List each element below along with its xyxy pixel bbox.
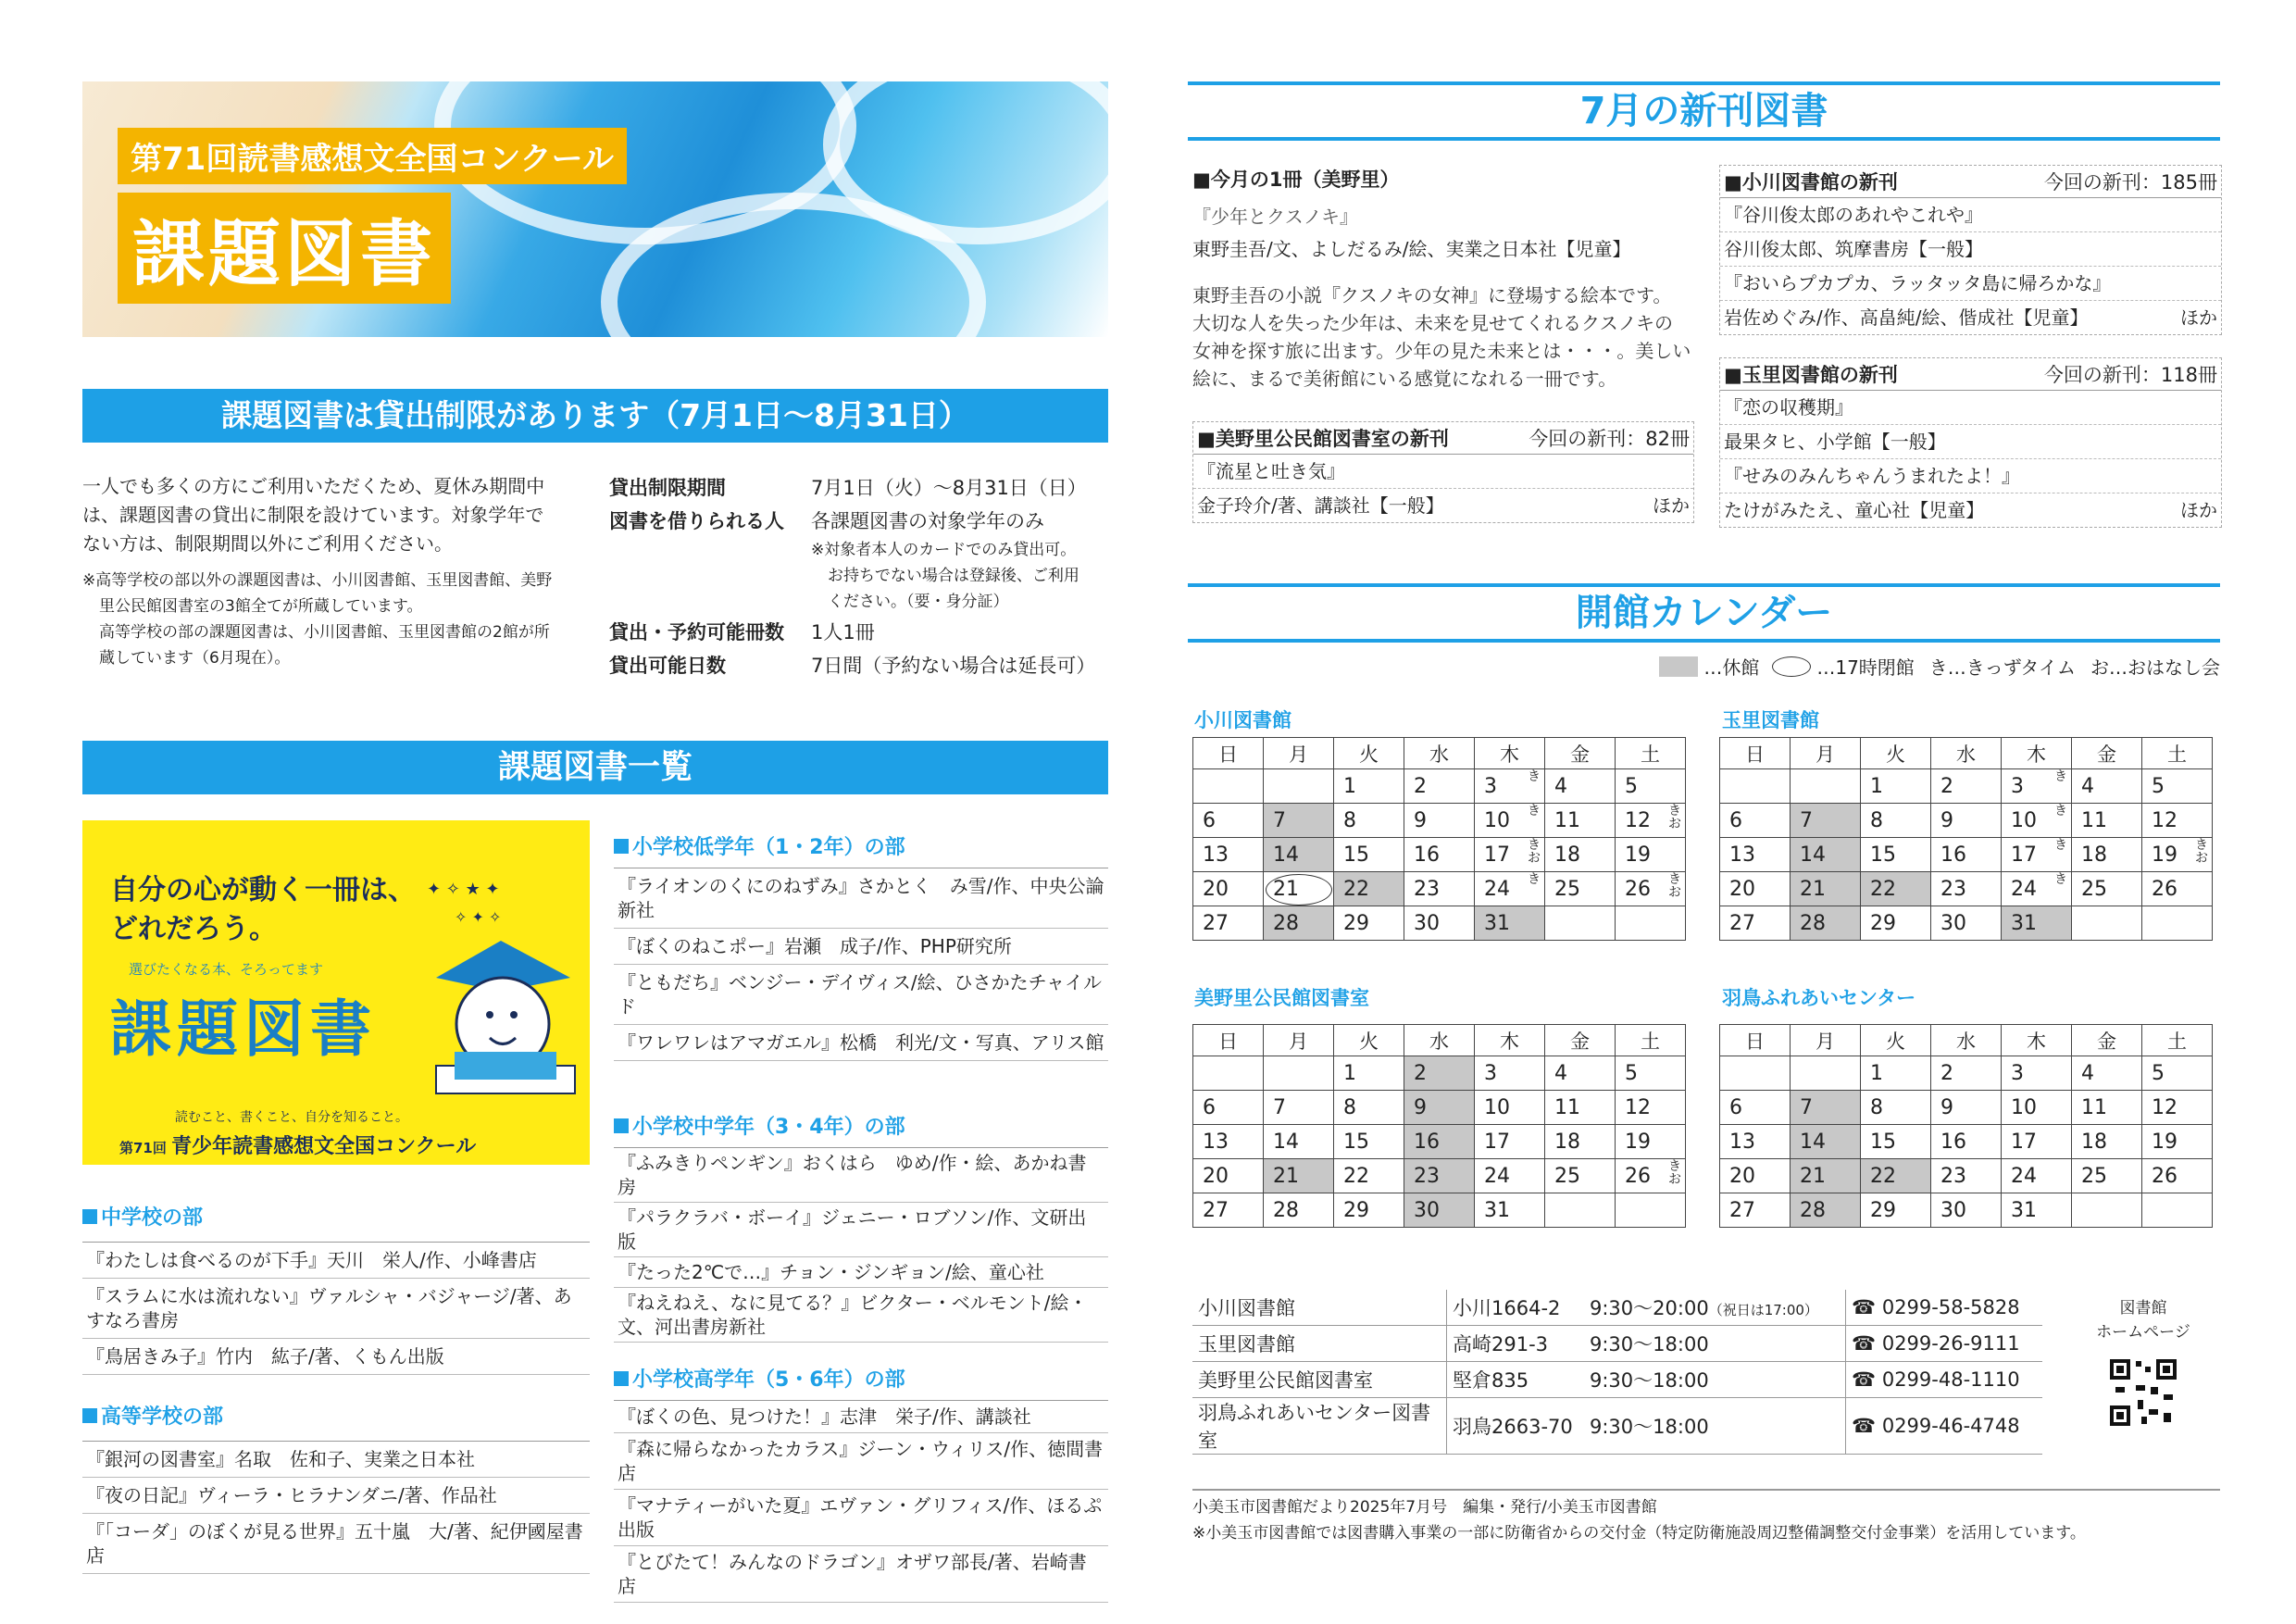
section-heading-text: 中学校の部	[101, 1206, 204, 1230]
desc-line: 東野圭吾の小説『クスノキの女神』に登場する絵本です。	[1192, 284, 1672, 306]
rule-key: 貸出・予約可能冊数	[609, 621, 784, 643]
rule-value: 7月1日（火）～8月31日（日）	[811, 477, 1087, 499]
qr-label: ホームページ	[2096, 1323, 2190, 1342]
square-icon	[82, 1209, 97, 1224]
info-name: 小川図書館	[1192, 1290, 1447, 1326]
rule-value: 7日間（予約ない場合は延長可）	[811, 655, 1096, 677]
calendar-legend	[1657, 653, 2220, 680]
qr-label: 図書館	[2119, 1299, 2167, 1318]
banner-title: 課題図書	[118, 193, 451, 304]
poster-contest-text: 青少年読書感想文全国コンクール	[171, 1135, 477, 1158]
junior-high-section	[82, 1202, 590, 1375]
note-line: ※対象者本人のカードでのみ貸出可。	[811, 541, 1077, 559]
section-heading-text: 小学校高学年（5・6年）の部	[632, 1368, 905, 1392]
legend-text: き…きっずタイム	[1928, 656, 2076, 679]
legend-text: …17時閉館	[1816, 656, 1915, 679]
book-item: 『ぼくのねこポー』岩瀬 成子/作、PHP研究所	[614, 929, 1108, 965]
section-heading	[614, 1111, 1108, 1140]
new-book-row: 『おいらプカプカ、ラッタッタ島に帰ろかな』	[1720, 267, 2221, 301]
closed-swatch	[1659, 656, 1698, 677]
info-addr: 高崎291-3	[1447, 1326, 1585, 1362]
info-hours: 9:30～18:00	[1584, 1398, 1846, 1455]
limit-bar: 課題図書は貸出制限があります（7月1日～8月31日）	[82, 389, 1108, 443]
section-heading-text: 小学校低学年（1・2年）の部	[632, 836, 905, 859]
box-head	[1720, 358, 2221, 391]
square-icon	[614, 839, 629, 854]
square-icon	[614, 1371, 629, 1386]
intro-note	[82, 568, 601, 671]
note-line: 高等学校の部の課題図書は、小川図書館、玉里図書館の2館が所	[99, 623, 550, 642]
intro-line: は、課題図書の貸出に制限を設けています。対象学年で	[82, 504, 544, 526]
calendar-hatori: 日 月 火 水 木 金 土 1 2 3 4 5 6 7 8 9 10 11 12 13 14 15 16 17 18 19 20 21 22 23 24 25 26 27 28 29 30 31	[1719, 1024, 2213, 1228]
book-item: 『たった2℃で…』チョン・ジンギョン/絵、童心社	[614, 1257, 1108, 1288]
pick-author: 東野圭吾/文、よしだるみ/絵、実業之日本社【児童】	[1192, 238, 1631, 260]
svg-text:✦ ✧ ★ ✦: ✦ ✧ ★ ✦	[427, 880, 500, 899]
note-line: 蔵しています（6月現在）。	[99, 649, 291, 668]
new-book-author: 金子玲介/著、講談社【一般】	[1197, 494, 1444, 517]
book-item: 『「コーダ」のぼくが見る世界』五十嵐 大/著、紀伊國屋書店	[82, 1514, 590, 1574]
desc-line: 女神を探す旅に出ます。少年の見た未来とは・・・。美しい	[1192, 340, 1691, 362]
info-name: 美野里公民館図書室	[1192, 1362, 1447, 1398]
info-addr: 小川1664-2	[1447, 1290, 1585, 1326]
calendar-minori: 日 月 火 水 木 金 土 1 2 3 4 5 6 7 8 9 10 11 12 13 14 15 16 17 18 19 20 21 22 23 24 25 26 き お 27 28 29 30 31	[1192, 1024, 1686, 1228]
box-title: ■玉里図書館の新刊	[1724, 364, 1898, 386]
elem-mid-section	[614, 1111, 1108, 1343]
info-tel: ☎ 0299-26-9111	[1846, 1326, 2043, 1362]
pick-of-month	[1192, 165, 1692, 393]
section-heading	[82, 1202, 590, 1230]
rules-note	[609, 537, 1109, 615]
poster-sub: 選びたくなる本、そろってます	[129, 961, 324, 978]
new-book-row	[1193, 489, 1693, 522]
hoka-label: ほか	[1653, 494, 1690, 517]
desc-line: 大切な人を失った少年は、未来を見せてくれるクスノキの	[1192, 312, 1673, 334]
box-count: 今回の新刊：118冊	[2043, 364, 2217, 386]
reading-character-illustration	[418, 876, 584, 1098]
new-book-author: 岩佐めぐみ/作、高畠純/絵、偕成社【児童】	[1724, 306, 2089, 329]
info-name: 玉里図書館	[1192, 1326, 1447, 1362]
contest-tag: 第71回読書感想文全国コンクール	[118, 128, 627, 184]
note-line: ください。（要・身分証）	[828, 593, 1009, 611]
poster-title: 課題図書	[110, 993, 377, 1065]
poster-line: 自分の心が動く一冊は、	[110, 874, 416, 906]
calendar-name: 玉里図書館	[1722, 709, 1819, 731]
rule-value: 1人1冊	[811, 621, 875, 643]
info-tel: ☎ 0299-58-5828	[1846, 1290, 2043, 1326]
rules-table	[609, 470, 1109, 681]
note-line: 里公民館図書室の3館全てが所蔵しています。	[99, 597, 423, 616]
rule-key: 図書を借りられる人	[609, 510, 784, 532]
new-book-row: 『流星と吐き気』	[1193, 455, 1693, 489]
section-heading	[614, 1364, 1108, 1393]
book-item: 『わたしは食べるのが下手』天川 栄人/作、小峰書店	[82, 1243, 590, 1279]
new-book-row: 『谷川俊太郎のあれやこれや』	[1720, 198, 2221, 232]
rule-key: 貸出可能日数	[609, 655, 726, 677]
poster-contest: 第71回 青少年読書感想文全国コンクール	[119, 1135, 477, 1158]
pick-heading: ■今月の1冊（美野里）	[1192, 169, 1400, 191]
new-book-row	[1720, 493, 2221, 527]
info-hours: 9:30～18:00	[1584, 1362, 1846, 1398]
box-count: 今回の新刊：82冊	[1529, 428, 1690, 450]
hoka-label: ほか	[2180, 306, 2217, 329]
new-book-row	[1720, 301, 2221, 334]
library-info-table	[1192, 1290, 2042, 1455]
box-count: 今回の新刊：185冊	[2043, 171, 2217, 194]
square-icon	[82, 1408, 97, 1423]
header-banner	[82, 81, 1108, 337]
info-row	[1192, 1326, 2042, 1362]
ogawa-new-box	[1719, 165, 2222, 335]
poster	[82, 820, 590, 1165]
legend-text: お…おはなし会	[2090, 656, 2220, 679]
new-book-row: 最果タヒ、小学館【一般】	[1720, 425, 2221, 459]
info-tel: ☎ 0299-48-1110	[1846, 1362, 2043, 1398]
intro-line: ない方は、制限期間以外にご利用ください。	[82, 532, 453, 555]
calendar-name: 羽鳥ふれあいセンター	[1722, 987, 1916, 1009]
poster-tagline: 読むこと、書くこと、自分を知ること。	[175, 1110, 408, 1125]
new-book-author: たけがみたえ、童心社【児童】	[1724, 499, 1985, 521]
book-item: 『ともだち』ベンジー・デイヴィス/絵、ひさかたチャイルド	[614, 965, 1108, 1025]
pick-book-title: 『少年とクスノキ』	[1192, 206, 1358, 228]
book-item: 『パラクラバ・ボーイ』ジェニー・ロブソン/作、文研出版	[614, 1203, 1108, 1257]
desc-line: 絵に、まるで美術館にいる感覚になれる一冊です。	[1192, 368, 1617, 390]
box-head	[1193, 422, 1693, 455]
legend-text: …休館	[1703, 656, 1760, 679]
info-row	[1192, 1290, 2042, 1326]
book-item: 『ライオンのくにのねずみ』さかとく み雪/作、中央公論新社	[614, 868, 1108, 929]
high-school-section	[82, 1401, 590, 1574]
svg-text:✧ ✦ ✧: ✧ ✦ ✧	[455, 908, 502, 926]
box-title: ■小川図書館の新刊	[1724, 171, 1898, 194]
book-item: 『銀河の図書室』名取 佐和子、実業之日本社	[82, 1442, 590, 1478]
book-item: 『夜の日記』ヴィーラ・ヒラナンダニ/著、作品社	[82, 1478, 590, 1514]
book-item: 『ぼくの色、見つけた！』志津 栄子/作、講談社	[614, 1401, 1108, 1433]
book-item: 『マナティーがいた夏』エヴァン・グリフィス/作、ほるぷ出版	[614, 1490, 1108, 1546]
note-line: お持ちでない場合は登録後、ご利用	[828, 567, 1079, 585]
box-head	[1720, 166, 2221, 198]
info-tel: ☎ 0299-46-4748	[1846, 1398, 2043, 1455]
book-item: 『鳥居きみ子』竹内 紘子/著、くもん出版	[82, 1339, 590, 1375]
book-item: 『とびたて！みんなのドラゴン』オザワ部長/著、岩崎書店	[614, 1546, 1108, 1603]
section-heading-text: 小学校中学年（3・4年）の部	[632, 1116, 905, 1139]
tamari-new-box	[1719, 357, 2222, 528]
book-item: 『森に帰らなかったカラス』ジーン・ウィリス/作、徳間書店	[614, 1433, 1108, 1490]
list-bar: 課題図書一覧	[82, 741, 1108, 794]
calendar-name: 美野里公民館図書室	[1194, 987, 1369, 1009]
hoka-label: ほか	[2180, 499, 2217, 521]
footer-line: 小美玉市図書館だより2025年7月号 編集・発行/小美玉市図書館	[1192, 1498, 1657, 1517]
poster-line: どれだろう。	[110, 913, 277, 945]
info-addr: 羽鳥2663-70	[1447, 1398, 1585, 1455]
calendar-name: 小川図書館	[1194, 709, 1292, 731]
qr-code-icon[interactable]	[2108, 1357, 2178, 1428]
new-books-heading	[1188, 81, 2220, 141]
section-heading	[614, 831, 1108, 860]
book-item: 『ワレワレはアマガエル』松橋 利光/文・写真、アリス館	[614, 1025, 1108, 1061]
minori-new-box	[1192, 421, 1694, 523]
new-book-row: 『せみのみんちゃんうまれたよ！』	[1720, 459, 2221, 493]
footer-line: ※小美玉市図書館では図書購入事業の一部に防衛省からの交付金（特定防衛施設周辺整備調整交付金事業）を活用しています。	[1192, 1524, 2086, 1543]
section-heading	[82, 1401, 590, 1430]
calendar-tamari: 日 月 火 水 木 金 土 1 2 3 き 4 5 6 7 8 9 10 き 11 12 13 14 15 16 17 き 18 19 き お 20 21 22 23 24 き 25 26 27 28 29 30 31	[1719, 737, 2213, 941]
rule-key: 貸出制限期間	[609, 477, 726, 499]
new-book-row: 『恋の収穫期』	[1720, 391, 2221, 425]
book-item: 『ねえねえ、なに見てる？』ビクター・ベルモント/絵・文、河出書房新社	[614, 1288, 1108, 1343]
hours-text: 9:30～20:00	[1590, 1297, 1709, 1319]
info-row	[1192, 1398, 2042, 1455]
new-books-title: 7月の新刊図書	[1579, 90, 1828, 132]
book-item: 『ふみきりペンギン』おくはら ゆめ/作・絵、あかね書房	[614, 1148, 1108, 1203]
intro-paragraph	[82, 472, 592, 558]
info-hours: 9:30～18:00	[1584, 1326, 1846, 1362]
calendar-title: 開館カレンダー	[1575, 592, 1833, 634]
square-icon	[614, 1118, 629, 1133]
qr-block[interactable]	[2074, 1296, 2213, 1435]
elem-high-section	[614, 1364, 1108, 1603]
section-heading-text: 高等学校の部	[101, 1405, 224, 1429]
info-addr: 堅倉835	[1447, 1362, 1585, 1398]
oval-swatch	[1772, 656, 1811, 677]
new-book-row: 谷川俊太郎、筑摩書房【一般】	[1720, 232, 2221, 267]
calendar-heading	[1188, 583, 2220, 643]
intro-line: 一人でも多くの方にご利用いただくため、夏休み期間中	[82, 475, 545, 497]
pick-description	[1192, 281, 1692, 393]
calendar-ogawa: 日 月 火 水 木 金 土 1 2 3 き 4 5 6 7 8 9 10 き 11 12 き お 13 14 15 16 17 き お 18 19 20 21 22 23 24 き 25 26 き お 27 28 29 30 31	[1192, 737, 1686, 941]
info-row	[1192, 1362, 2042, 1398]
rule-value: 各課題図書の対象学年のみ	[811, 510, 1044, 532]
info-hours	[1584, 1290, 1846, 1326]
info-name: 羽鳥ふれあいセンター図書室	[1192, 1398, 1447, 1455]
book-item: 『スラムに水は流れない』ヴァルシャ・バジャージ/著、あすなろ書房	[82, 1279, 590, 1339]
footer	[1192, 1489, 2220, 1546]
note-line: ※高等学校の部以外の課題図書は、小川図書館、玉里図書館、美野	[82, 571, 553, 590]
hours-note: （祝日は17:00）	[1708, 1302, 1818, 1318]
elem-low-section	[614, 831, 1108, 1061]
box-title: ■美野里公民館図書室の新刊	[1197, 428, 1449, 450]
